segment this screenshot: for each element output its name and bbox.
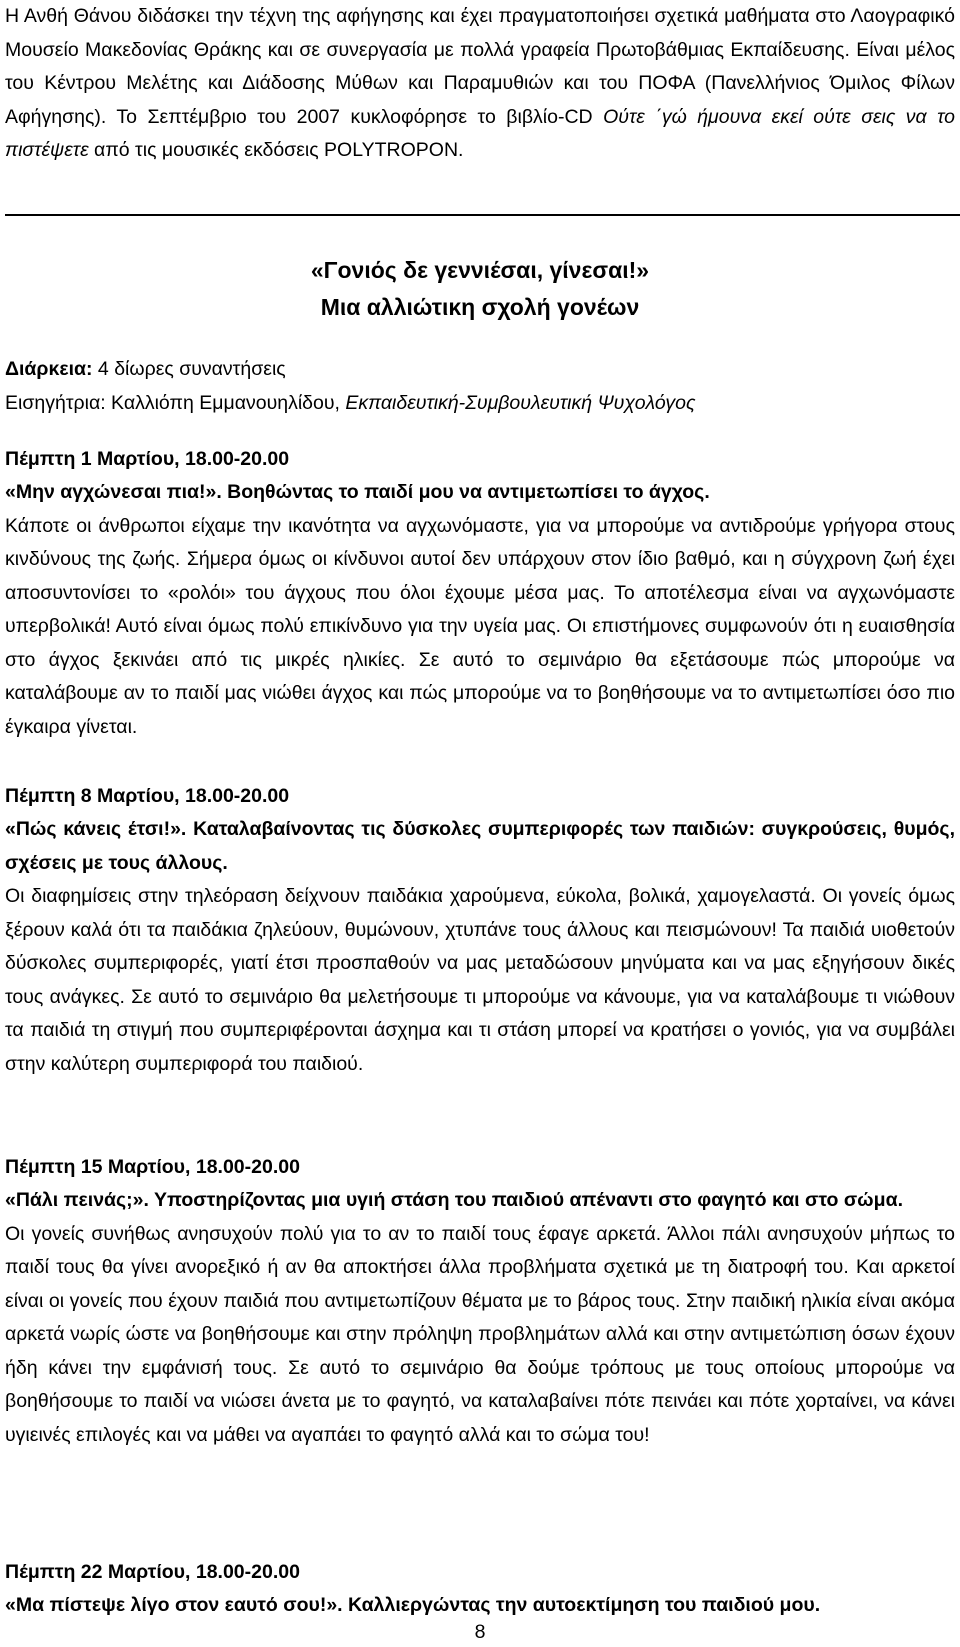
speaker-name: Καλλιόπη Εμμανουηλίδου,	[105, 392, 346, 414]
session-date: Πέμπτη 22 Μαρτίου, 18.00-20.00	[5, 1561, 300, 1583]
book-title: Ούτε ΄γώ ήμουνα εκεί ούτε σεις να το πιστέψετε	[5, 105, 955, 161]
page-number: 8	[474, 1621, 486, 1643]
session-description: Οι γονείς συνήθως ανησυχούν πολύ για το αν το παιδί τους έφαγε αρκετά. Άλλοι πάλι ανησυχούν μήπως το παιδί τους θα γίνει ανορεξικό ή αν θα αποκτήσει άλλα προβλήματα σχετικά με τη διατροφή του. Και αρκετοί είναι οι γονείς που έχουν παιδιά που αντιμετωπίζουν θέματα με το βάρος τους. Στην παιδική ηλικία είναι ακόμα αρκετά νωρίς ώστε να βοηθήσουμε και στην πρόληψη προβλημάτων αλλά και στην αντιμετώπιση όσων έχουν ήδη κάνει την εμφάνισή τους. Σε αυτό το σεμινάριο θα δούμε τρόπους με τους οποίους μπορούμε να βοηθήσουμε το παιδί να νιώσει άνετα με το φαγητό, να καταλαβαίνει πότε πεινάει και πότε χορταίνει, να κάνει υγιεινές επιλογές και να μάθει να αγαπάει το φαγητό αλλά και το σώμα του!	[5, 1222, 955, 1446]
session-description: Οι διαφημίσεις στην τηλεόραση δείχνουν παιδάκια χαρούμενα, εύκολα, βολικά, χαμογελαστά. Οι γονείς όμως ξέρουν καλά ότι τα παιδάκια ζηλεύουν, θυμώνουν, χτυπάνε τους άλλους και πεισμώνουν! Τα παιδιά υιοθετούν δύσκολες συμπεριφορές, γιατί έτσι προσπαθούν να μας μεταδώσουν μηνύματα και να μας εξηγήσουν δικές τους ανάγκες. Σε αυτό το σεμινάριο θα μελετήσουμε τι μπορούμε να κάνουμε, για να καταλάβουμε τι νιώθουν τα παιδιά τη στιγμή που συμπεριφέρονται άσχημα και τι στάση μπορεί να κρατήσει ο γονιός, για να συμβάλει στην καλύτερη συμπεριφορά του παιδιού.	[5, 885, 955, 1075]
bio-text-end: από τις μουσικές εκδόσεις POLYTROPON.	[88, 139, 464, 161]
session-description: Κάποτε οι άνθρωποι είχαμε την ικανότητα να αγχωνόμαστε, για να μπορούμε να αντιδρούμε γρήγορα στους κινδύνους της ζωής. Σήμερα όμως οι κίνδυνοι αυτοί δεν υπάρχουν στον ίδιο βαθμό, και η σύγχρονη ζωή έχει αποσυντονίσει το «ρολόι» του άγχους που όλοι έχουμε μέσα μας. Το αποτέλεσμα είναι να αγχωνόμαστε υπερβολικά! Αυτό είναι όμως πολύ επικίνδυνο για την υγεία μας. Οι επιστήμονες συμφωνούν ότι η ευαισθησία στο άγχος ξεκινάει από τις μικρές ηλικίες. Σε αυτό το σεμινάριο θα εξετάσουμε πώς μπορούμε να καταλάβουμε αν το παιδί μας νιώθει άγχος και πώς μπορούμε να το βοηθήσουμε να το αντιμετωπίσει όσο πιο έγκαιρα γίνεται.	[5, 514, 955, 738]
session-block	[5, 442, 955, 744]
author-bio-paragraph	[5, 0, 955, 168]
session-date: Πέμπτη 15 Μαρτίου, 18.00-20.00	[5, 1156, 300, 1178]
session-title: «Πάλι πεινάς;». Υποστηρίζοντας μια υγιή στάση του παιδιού απέναντι στο φαγητό και στο σώμα.	[5, 1189, 903, 1211]
bio-text: Η Ανθή Θάνου διδάσκει την τέχνη της αφήγησης και έχει πραγματοποιήσει σχετικά μαθήματα στο Λαογραφικό Μουσείο Μακεδονίας Θράκης και σε συνεργασία με πολλά γραφεία Πρωτοβάθμιας Εκπαίδευσης. Είναι μέλος του Κέντρου Μελέτης και Διάδοσης Μύθων και Παραμυθιών και του ΠΟΦΑ (Πανελλήνιος Όμιλος Φίλων Αφήγησης). Το Σεπτέμβριο του 2007 κυκλοφόρησε το βιβλίο-CD	[5, 5, 955, 128]
duration-label: Διάρκεια:	[5, 358, 93, 380]
speaker-label: Εισηγήτρια:	[5, 392, 106, 414]
session-block	[5, 1150, 955, 1452]
session-date: Πέμπτη 1 Μαρτίου, 18.00-20.00	[5, 448, 290, 470]
session-title: «Μην αγχώνεσαι πια!». Βοηθώντας το παιδί μου να αντιμετωπίσει το άγχος.	[5, 481, 710, 503]
session-block	[5, 1555, 955, 1623]
program-subtitle: Μια αλλιώτικη σχολή γονέων	[320, 294, 640, 320]
session-date: Πέμπτη 8 Μαρτίου, 18.00-20.00	[5, 785, 290, 807]
duration-value: 4 δίωρες συναντήσεις	[92, 358, 286, 380]
speaker-line	[5, 386, 955, 420]
session-block	[5, 779, 955, 1081]
duration-line	[5, 352, 955, 386]
speaker-title: Εκπαιδευτική-Συμβουλευτική Ψυχολόγος	[345, 392, 696, 414]
session-title: «Πώς κάνεις έτσι!». Καταλαβαίνοντας τις δύσκολες συμπεριφορές των παιδιών: συγκρούσεις, θυμός, σχέσεις με τους άλλους.	[5, 818, 955, 874]
program-title: «Γονιός δε γεννιέσαι, γίνεσαι!»	[310, 257, 650, 283]
section-divider	[5, 214, 960, 216]
session-title: «Μα πίστεψε λίγο στον εαυτό σου!». Καλλιεργώντας την αυτοεκτίμηση του παιδιού μου.	[5, 1594, 821, 1616]
